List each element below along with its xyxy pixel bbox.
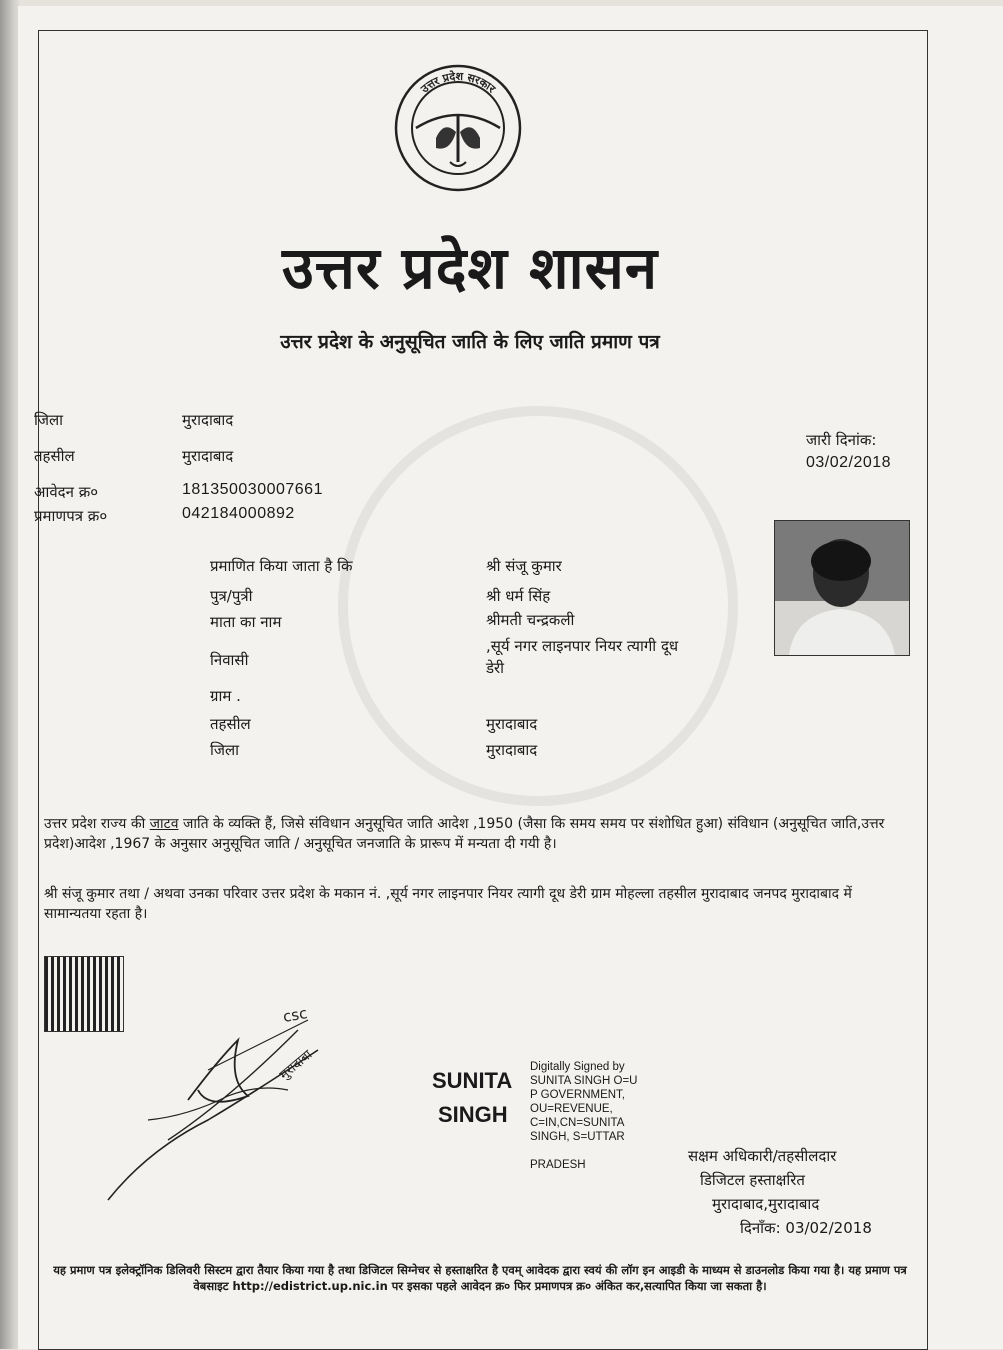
tehsil-label: तहसील bbox=[34, 447, 75, 465]
resident-label: निवासी bbox=[210, 651, 249, 669]
digital-line-3: P GOVERNMENT, bbox=[530, 1089, 625, 1101]
handwritten-note: csc bbox=[281, 1003, 309, 1026]
officer-designation: सक्षम अधिकारी/तहसीलदार bbox=[688, 1147, 837, 1165]
caste-value: जाटव bbox=[149, 816, 179, 832]
village-label: ग्राम . bbox=[210, 687, 241, 705]
digital-line-7: PRADESH bbox=[530, 1159, 586, 1171]
caste-paragraph bbox=[44, 814, 904, 854]
signer-name-line2: SINGH bbox=[438, 1102, 508, 1127]
detail-tehsil-label: तहसील bbox=[210, 715, 251, 733]
certificate-number-label: प्रमाणपत्र क्र० bbox=[34, 507, 108, 525]
applicant-photo bbox=[774, 520, 910, 656]
handwritten-signature bbox=[88, 1000, 358, 1220]
digital-line-4: OU=REVENUE, bbox=[530, 1103, 613, 1115]
issue-date-label: जारी दिनांक: bbox=[806, 431, 877, 449]
caste-para-prefix: उत्तर प्रदेश राज्य की bbox=[44, 816, 150, 832]
digital-line-1: Digitally Signed by bbox=[530, 1061, 625, 1073]
mother-name: श्रीमती चन्द्रकली bbox=[486, 611, 575, 629]
residence-paragraph: श्री संजू कुमार तथा / अथवा उनका परिवार उत्तर प्रदेश के मकान नं. ,सूर्य नगर लाइनपार नियर त्यागी दूध डेरी ग्राम मोहल्ला तहसील मुरादाबाद जनपद मुरादाबाद में सामान्यतया रहता है। bbox=[44, 886, 852, 922]
handwritten-note-2: मुरादाबा bbox=[276, 1047, 316, 1084]
issue-date: 03/02/2018 bbox=[806, 454, 892, 471]
signer-name-line1: SUNITA bbox=[432, 1068, 513, 1093]
officer-location: मुरादाबाद,मुरादाबाद bbox=[712, 1195, 820, 1213]
district-value: मुरादाबाद bbox=[182, 411, 234, 429]
digitally-signed-label: डिजिटल हस्ताक्षरित bbox=[700, 1171, 805, 1189]
up-state-emblem-icon bbox=[392, 62, 524, 194]
digital-line-6: SINGH, S=UTTAR bbox=[530, 1131, 625, 1143]
digital-line-5: C=IN,CN=SUNITA bbox=[530, 1117, 625, 1129]
applicant-name: श्री संजू कुमार bbox=[486, 557, 562, 575]
certificate-number: 042184000892 bbox=[182, 505, 295, 522]
footer-verification-note: यह प्रमाण पत्र इलेक्ट्रॉनिक डिलिवरी सिस्टम द्वारा तैयार किया गया है तथा डिजिटल सिग्नेचर से हस्ताक्षरित है एवम् आवेदक द्वारा स्वयं की लॉग इन आइडी के माध्यम से डाउनलोड किया गया है। यह प्रमाण पत्र वेबसाइट http://edistrict.up.nic.in पर इसका पहले आवेदन क्र० फिर प्रमाणपत्र क्र० अंकित कर,सत्यापित किया जा सकता है। bbox=[53, 1263, 907, 1293]
parent-label: पुत्र/पुत्री bbox=[210, 587, 253, 605]
mother-label: माता का नाम bbox=[210, 613, 282, 631]
detail-tehsil-value: मुरादाबाद bbox=[486, 715, 538, 733]
district-label: जिला bbox=[34, 411, 64, 429]
digital-line-2: SUNITA SINGH O=U bbox=[530, 1075, 638, 1087]
certify-label: प्रमाणित किया जाता है कि bbox=[210, 557, 353, 575]
resident-address-line2: डेरी bbox=[486, 659, 505, 677]
signature-date: दिनाँक: 03/02/2018 bbox=[740, 1219, 872, 1237]
application-number: 181350030007661 bbox=[182, 481, 323, 498]
resident-address-line1: ,सूर्य नगर लाइनपार नियर त्यागी दूध bbox=[486, 637, 679, 655]
detail-district-value: मुरादाबाद bbox=[486, 741, 538, 759]
government-title: उत्तर प्रदेश शासन bbox=[281, 234, 659, 302]
certificate-title: उत्तर प्रदेश के अनुसूचित जाति के लिए जाति प्रमाण पत्र bbox=[280, 331, 660, 353]
emblem-ring-text: उत्तर प्रदेश सरकार bbox=[418, 69, 498, 96]
tehsil-value: मुरादाबाद bbox=[182, 447, 234, 465]
digital-signature-details bbox=[530, 1060, 658, 1172]
caste-para-rest: जाति के व्यक्ति हैं, जिसे संविधान अनुसूचित जाति आदेश ,1950 (जैसा कि समय समय पर संशोधित हुआ) संविधान (अनुसूचित जाति,उत्तर प्रदेश)आदेश ,1967 के अनुसार अनुसूचित जाति / अनुसूचित जनजाति के प्रारूप में मन्यता दी गयी है। bbox=[44, 816, 885, 852]
detail-district-label: जिला bbox=[210, 741, 240, 759]
application-label: आवेदन क्र० bbox=[34, 483, 99, 501]
father-name: श्री धर्म सिंह bbox=[486, 587, 551, 605]
